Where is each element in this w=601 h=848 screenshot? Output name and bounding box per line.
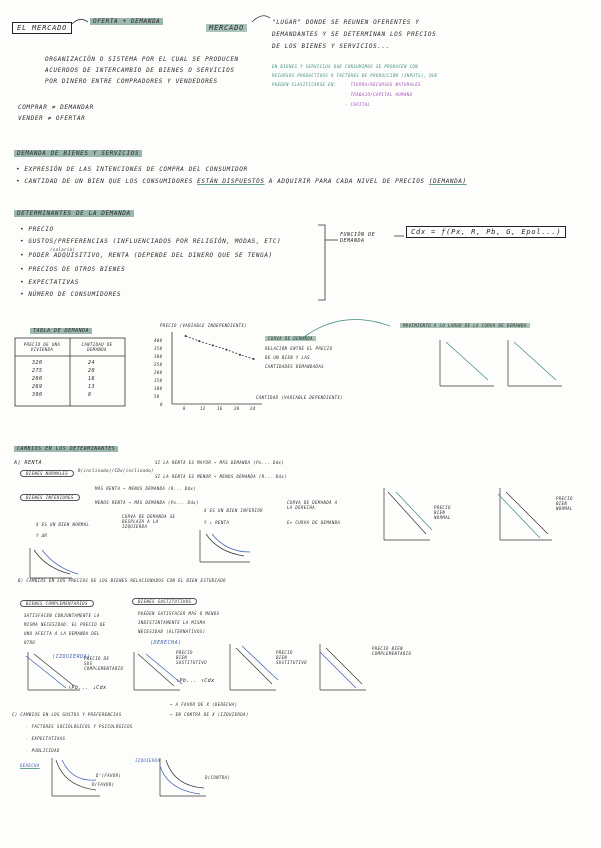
mercado-line: DEMANDANTES Y SE DETERMINAN LOS PRECIOS bbox=[272, 31, 437, 38]
factor-item: - CAPITAL bbox=[345, 102, 371, 107]
c-factor: - EXPECTATIVAS bbox=[26, 736, 66, 741]
complementarios-label: BIENES COMPLEMENTARIOS bbox=[20, 600, 94, 607]
table-row: 24 bbox=[88, 360, 96, 366]
table-row: 20 bbox=[88, 368, 96, 374]
graph-note: PRECIO BIEN NORMAL bbox=[434, 505, 451, 520]
table-row: 275 bbox=[32, 368, 43, 374]
b-eq: ↑Pb... ↑Cdx bbox=[176, 678, 215, 684]
determinantes-heading: DETERMINANTES DE LA DEMANDA bbox=[14, 210, 134, 217]
c-graph-label: D'(FAVOR) bbox=[96, 773, 122, 778]
ytick: 250 bbox=[154, 362, 163, 367]
graph-note: PRECIO BIEN SUSTITUTIVO bbox=[176, 650, 207, 665]
c-derecha: DERECHA bbox=[20, 763, 40, 768]
table-row: 200 bbox=[32, 376, 43, 382]
sust-text: INDISTINTAMENTE LA MISMA bbox=[138, 620, 206, 625]
c-graph-label: D(FAVOR) bbox=[92, 782, 115, 787]
graph-ylabel: PRECIO (VARIABLE INDEPENDIENTE) bbox=[160, 323, 248, 328]
ytick: 50 bbox=[154, 394, 160, 399]
renta-note: X ES UN BIEN INFERIOR bbox=[204, 508, 263, 513]
curve-line bbox=[186, 336, 254, 359]
factor-item: - TIERRA/RECURSOS NATURALES bbox=[345, 82, 421, 87]
determinante-item: • PRECIO bbox=[20, 226, 54, 233]
tabla-col2: CANTIDAD DE DEMANDA bbox=[81, 342, 113, 352]
ytick: 400 bbox=[154, 338, 163, 343]
bracket bbox=[318, 225, 325, 300]
c-graph-label: D(CONTRA) bbox=[205, 775, 231, 780]
sell-note: VENDER ≠ OFERTAR bbox=[18, 115, 86, 122]
xtick: 16 bbox=[217, 406, 223, 411]
mercado-line: "LUGAR" DONDE SE REUNEN OFERENTES Y bbox=[272, 19, 420, 26]
izquierda-label: (IZQUIERDA) bbox=[52, 654, 91, 660]
funcion-formula: Cdx = ƒ(Px, R, Pb, G, Epol...) bbox=[406, 226, 566, 238]
curve-note: CURVA DE DEMANDA A LA DERECHA bbox=[287, 500, 338, 510]
ytick: 150 bbox=[154, 378, 163, 383]
small-note: (salario) bbox=[50, 247, 76, 252]
renta-note: Y ΔR bbox=[36, 533, 48, 538]
curve-note: CURVA DE DEMANDA SE DESPLAZA A LA IZQUIERDA bbox=[122, 514, 176, 529]
determinante-item: • NÚMERO DE CONSUMIDORES bbox=[20, 291, 122, 298]
cambios-heading: CAMBIOS EN LOS DETERMINANTES bbox=[14, 446, 118, 452]
funcion-label: FUNCIÓN DE DEMANDA bbox=[340, 232, 376, 244]
inferiores-label: BIENES INFERIORES bbox=[20, 494, 80, 501]
curve-note: E+ CURVA DE DEMANDA bbox=[287, 520, 341, 525]
determinante-item: • PODER ADQUISITIVO, RENTA (DEPENDE DEL DINERO QUE SE TENGA) bbox=[20, 252, 273, 259]
comp-text: OTRO bbox=[24, 640, 36, 645]
intro-line: ACUERDOS DE INTERCAMBIO DE BIENES O SERVICIOS bbox=[45, 67, 235, 74]
table-row: 16 bbox=[88, 376, 96, 382]
factors-note: EN BIENES Y SERVICIOS QUE CONSUMIMOS SE PRODUCEN CON bbox=[272, 64, 419, 69]
xtick: 12 bbox=[200, 406, 206, 411]
demanda-heading: DEMANDA DE BIENES Y SERVICIOS bbox=[14, 150, 142, 157]
arrow-icon bbox=[252, 16, 270, 22]
c-heading: C) CAMBIOS EN LOS GUSTOS Y PREFERENCIAS bbox=[12, 712, 122, 717]
renta-label: A) RENTA bbox=[14, 460, 43, 466]
renta-note: Y ↓ RENTA bbox=[204, 520, 230, 525]
c-favor: → A FAVOR DE X (DERECHA) bbox=[170, 702, 238, 707]
table-row: 390 bbox=[32, 392, 43, 398]
xtick: 24 bbox=[250, 406, 256, 411]
page-title: EL MERCADO bbox=[12, 22, 72, 34]
ytick: 100 bbox=[154, 386, 163, 391]
renta-note: X ES UN BIEN NORMAL bbox=[36, 522, 90, 527]
c-factor: - PUBLICIDAD bbox=[26, 748, 60, 753]
graph-xlabel: CANTIDAD (VARIABLE DEPENDIENTE) bbox=[256, 395, 344, 400]
normales-eq: R(inclinado)/CDx(inclinado) bbox=[78, 468, 154, 473]
tabla-col1: PRECIO DE UNA VIVIENDA bbox=[23, 342, 61, 352]
xtick: 20 bbox=[234, 406, 240, 411]
sustitutivos-label: BIENES SUSTITUTIVOS bbox=[132, 598, 197, 605]
tabla-title: TABLA DE DEMANDA bbox=[30, 328, 92, 334]
arrow-icon bbox=[72, 19, 88, 24]
movimiento-label: MOVIMIENTO A LO LARGO DE LA CURVA DE DEMANDA bbox=[400, 323, 530, 328]
graph-note: PRECIO BIEN NORMAL bbox=[556, 496, 573, 511]
ytick: 300 bbox=[154, 354, 163, 359]
inferiores-up: MÁS RENTA → MENOS DEMANDA (R... Ddx) bbox=[95, 486, 197, 491]
demanda-bullet: • CANTIDAD DE UN BIEN QUE LOS CONSUMIDORES ESTÁN DISPUESTOS A ADQUIRIR PARA CADA NIVEL DE PRECIOS (DEMANDA) bbox=[16, 178, 467, 185]
normales-label: BIENES NORMALES bbox=[20, 470, 74, 477]
factors-note: PUEDEN CLASIFICARSE EN: bbox=[272, 82, 337, 87]
comp-text: MISMA NECESIDAD. EL PRECIO DE bbox=[24, 622, 106, 627]
graph-note: PRECIO DE SUS COMPLEMENTARIO bbox=[84, 656, 124, 671]
page-subtitle: OFERTA + DEMANDA bbox=[90, 18, 163, 25]
normales-down: SI LA RENTA ES MENOR → MENOS DEMANDA (R... Ddx) bbox=[155, 474, 287, 479]
comp-text: UNO AFECTA A LA DEMANDA DEL bbox=[24, 631, 100, 636]
sust-text: NECESIDAD (ALTERNATIVOS) bbox=[138, 629, 206, 634]
ytick: 350 bbox=[154, 346, 163, 351]
table-row: 320 bbox=[32, 360, 43, 366]
derecha-label: (DERECHA) bbox=[150, 640, 182, 646]
graph-note: PRECIO BIEN SUSTITUTIVO bbox=[276, 650, 307, 665]
curva-note: CURVA DE DEMANDA bbox=[265, 336, 316, 341]
c-factor: - FACTORES SOCIOLÓGICOS Y PSICOLÓGICOS bbox=[26, 724, 133, 729]
mercado-line: DE LOS BIENES Y SERVICIOS... bbox=[272, 43, 390, 50]
ytick: 200 bbox=[154, 370, 163, 375]
inferiores-down: MENOS RENTA → MÁS DEMANDA (Px... Ddx) bbox=[95, 500, 199, 505]
table-row: 13 bbox=[88, 384, 96, 390]
demanda-bullet: • EXPRESIÓN DE LAS INTENCIONES DE COMPRA DEL CONSUMIDOR bbox=[16, 166, 248, 173]
determinante-item: • GUSTOS/PREFERENCIAS (INFLUENCIADOS POR RELIGIÓN, MODAS, ETC) bbox=[20, 238, 282, 245]
intro-line: ORGANIZACIÓN O SISTEMA POR EL CUAL SE PRODUCEN bbox=[45, 56, 239, 63]
curva-note: CANTIDADES DEMANDADAS bbox=[265, 364, 324, 369]
sust-text: PUEDEN SATISFACER MÁS O MENOS bbox=[138, 611, 220, 616]
comp-text: SATISFACEN CONJUNTAMENTE LA bbox=[24, 613, 100, 618]
intro-line: POR DINERO ENTRE COMPRADORES Y VENDEDORES bbox=[45, 78, 218, 85]
c-izquierda: IZQUIERDA bbox=[135, 758, 161, 763]
factor-item: - TRABAJO/CAPITAL HUMANO bbox=[345, 92, 413, 97]
arrow-icon bbox=[300, 320, 390, 340]
curva-note: RELACIÓN ENTRE EL PRECIO bbox=[265, 346, 333, 351]
table-row: 269 bbox=[32, 384, 43, 390]
buy-note: COMPRAR ≠ DEMANDAR bbox=[18, 104, 94, 111]
factors-note: RECURSOS PRODUCTIVOS O FACTORES DE PRODUCCIÓN (INPUTS), QUE bbox=[272, 73, 438, 78]
table-row: 8 bbox=[88, 392, 92, 398]
mercado-label: MERCADO bbox=[206, 24, 247, 32]
determinante-item: • EXPECTATIVAS bbox=[20, 279, 79, 286]
b-eq: ↑Pb... ↓Cdx bbox=[68, 685, 107, 691]
xtick: 8 bbox=[183, 406, 186, 411]
c-contra: → EN CONTRA DE X (IZQUIERDA) bbox=[170, 712, 249, 717]
ytick: 0 bbox=[160, 402, 163, 407]
b-heading: B) CAMBIOS EN LOS PRECIOS DE LOS BIENES RELACIONADOS CON EL BIEN ESTUDIADO bbox=[18, 578, 226, 583]
graph-note: PRECIO BIEN COMPLEMENTARIO bbox=[372, 646, 412, 656]
curva-note: DE UN BIEN Y LAS bbox=[265, 355, 310, 360]
determinante-item: • PRECIOS DE OTROS BIENES bbox=[20, 266, 126, 273]
normales-up: SI LA RENTA ES MAYOR → MÁS DEMANDA (Px... Ddx) bbox=[155, 460, 285, 465]
demand-curve bbox=[185, 335, 255, 360]
